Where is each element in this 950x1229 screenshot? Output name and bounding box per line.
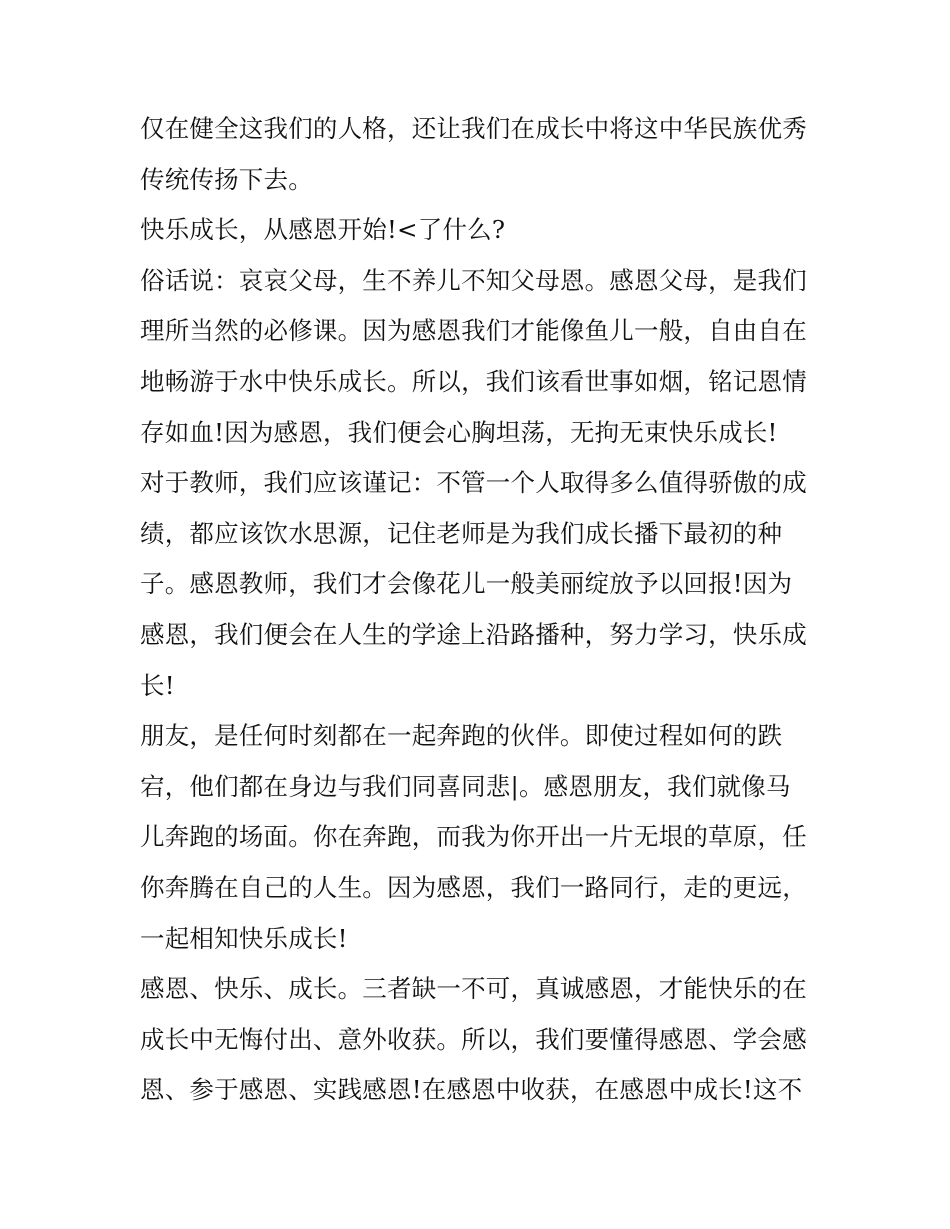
text-line: 一起相知快乐成长! [140, 923, 348, 953]
text-line: 感恩、快乐、成长。三者缺一不可，真诚感恩，才能快乐的在 [140, 974, 807, 1004]
text-line: 你奔腾在自己的人生。因为感恩，我们一路同行，走的更远， [140, 872, 807, 902]
text-line: 绩，都应该饮水思源，记住老师是为我们成长播下最初的种 [140, 518, 783, 548]
text-line: 朋友，是任何时刻都在一起奔跑的伙伴。即使过程如何的跌 [140, 721, 783, 751]
text-line: 俗话说：哀哀父母，生不养儿不知父母恩。感恩父母，是我们 [140, 265, 807, 295]
text-line: 仅在健全这我们的人格，还让我们在成长中将这中华民族优秀 [140, 114, 807, 143]
text-line: 快乐成长，从感恩开始!<了什么? [140, 215, 506, 245]
document-body [140, 104, 820, 1116]
text-line: 成长中无悔付出、意外收获。所以，我们要懂得感恩、学会感 [140, 1024, 807, 1054]
text-line: 传统传扬下去。 [140, 164, 313, 194]
text-line: 宕，他们都在身边与我们同喜同悲|。感恩朋友，我们就像马 [140, 771, 791, 801]
text-line: 儿奔跑的场面。你在奔跑，而我为你开出一片无垠的草原，任 [140, 822, 807, 852]
text-line: 存如血!因为感恩，我们便会心胸坦荡，无拘无束快乐成长! [140, 417, 778, 447]
text-line: 地畅游于水中快乐成长。所以，我们该看世事如烟，铭记恩情 [140, 366, 807, 396]
text-line: 恩、参于感恩、实践感恩!在感恩中收获，在感恩中成长!这不 [140, 1075, 803, 1105]
text-line: 理所当然的必修课。因为感恩我们才能像鱼儿一般，自由自在 [140, 316, 807, 346]
text-line: 长! [140, 670, 175, 700]
text-line: 子。感恩教师，我们才会像花儿一般美丽绽放予以回报!因为 [140, 569, 793, 599]
text-line: 对于教师，我们应该谨记：不管一个人取得多么值得骄傲的成 [140, 468, 807, 498]
text-line: 感恩，我们便会在人生的学途上沿路播种，努力学习，快乐成 [140, 619, 807, 649]
